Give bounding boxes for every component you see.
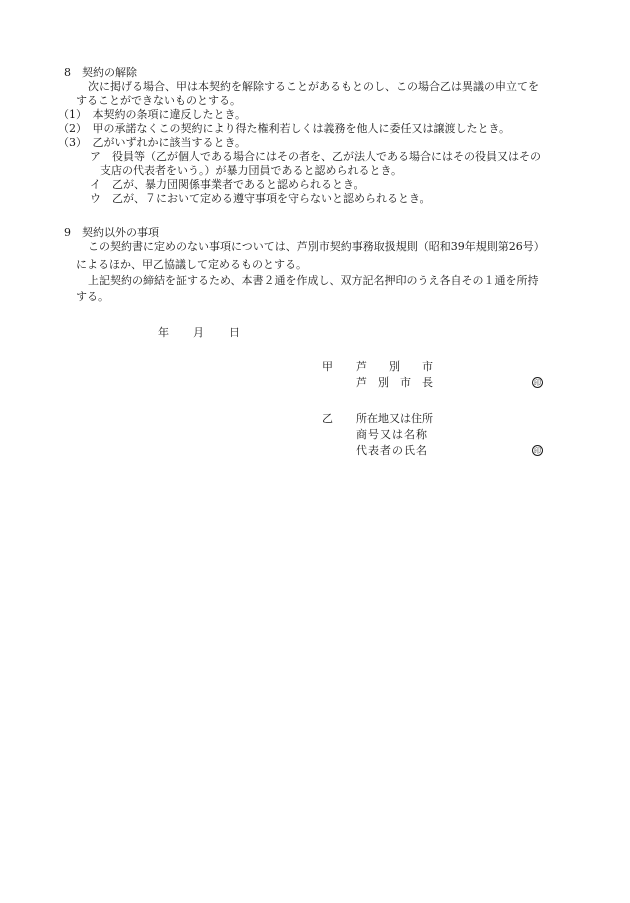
section-8-item-2: （2） 甲の承諾なくこの契約により得た権利若しくは義務を他人に委任又は譲渡したとき。 [58,122,511,135]
section-8-sub-i: イ 乙が、暴力団関係事業者であると認められるとき。 [90,178,365,191]
section-9-body-line1: この契約書に定めのない事項については、芦別市契約事務取扱規則（昭和39年規則第26号） [88,240,545,253]
section-8-sub-u: ウ 乙が、７において定める遵守事項を守らないと認められるとき。 [90,192,431,205]
section-9-body-line2: によるほか、甲乙協議して定めるものとする。 [76,258,307,271]
section-8-intro-line1: 次に掲げる場合、甲は本契約を解除することがあるもとのし、この場合乙は異議の申立てを [88,80,539,93]
party-a-title: 芦 別 市 長 [356,376,433,389]
section-8-item-3: （3） 乙がいずれかに該当するとき。 [58,136,247,149]
party-b-seal-mark: 印 [534,447,541,455]
party-a-seal-mark: 印 [534,379,541,387]
party-b-trade-name-label: 商号又は名称 [356,428,428,441]
section-8-sub-a-line2: 支店の代表者をいう。）が暴力団員であると認められるとき。 [100,164,403,177]
closing-line1: 上記契約の締結を証するため、本書２通を作成し、双方記名押印のうえ各自その１通を所持 [88,274,539,287]
party-a-label: 甲 [322,360,333,373]
party-a-name: 芦 別 市 [356,360,433,373]
date-year: 年 [158,326,169,339]
date-day: 日 [229,326,240,339]
party-b-label: 乙 [322,412,333,425]
party-b-address-label: 所在地又は住所 [356,412,433,425]
party-b-representative-label: 代表者の氏名 [356,444,428,457]
section-8-heading: 8 契約の解除 [64,66,137,79]
section-8-sub-a-line1: ア 役員等（乙が個人である場合にはその者を、乙が法人である場合にはその役員又はその [90,150,541,163]
section-9-heading: 9 契約以外の事項 [64,226,159,239]
section-8-intro-line2: することができないものとする。 [76,94,241,107]
date-month: 月 [193,326,204,339]
section-8-item-1: （1） 本契約の条項に違反したとき。 [58,108,247,121]
closing-line2: する。 [76,290,109,303]
